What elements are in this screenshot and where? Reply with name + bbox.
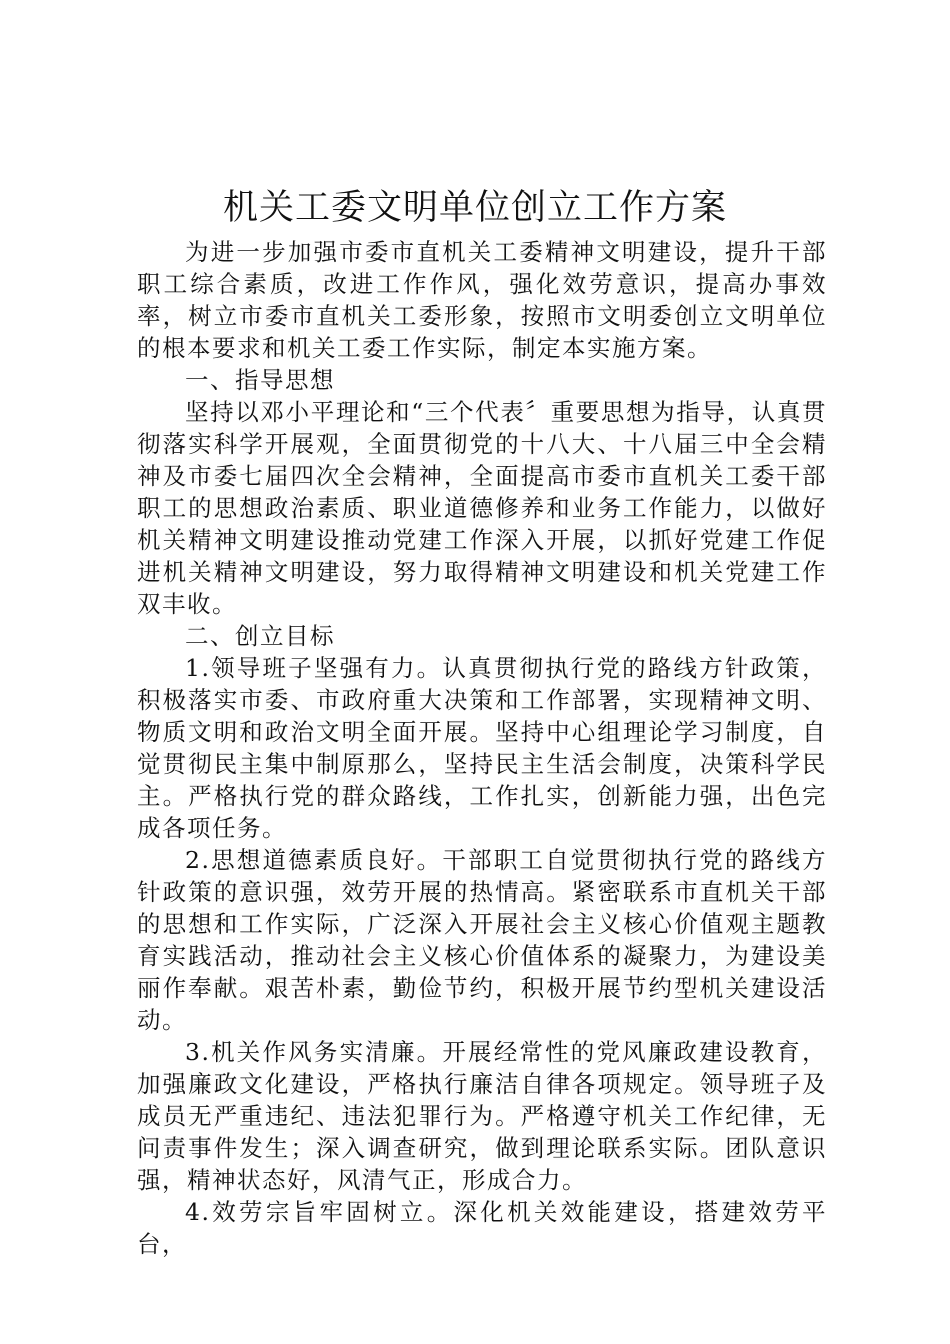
document-body <box>137 236 827 1260</box>
guiding-thought-paragraph: 坚持以邓小平理论和“三个代表〞重要思想为指导，认真贯彻落实科学开展观，全面贯彻党的十八大、十八届三中全会精神及市委七届四次全会精神，全面提高市委市直机关工委干部职工的思想政治素质、职业道德修养和业务工作能力，以做好机关精神文明建设推动党建工作深入开展，以抓好党建工作促进机关精神文明建设，努力取得精神文明建设和机关党建工作双丰收。 <box>137 398 827 618</box>
goal-item-4: 4.效劳宗旨牢固树立。深化机关效能建设，搭建效劳平台， <box>137 1198 827 1258</box>
document-title: 机关工委文明单位创立工作方案 <box>222 188 727 228</box>
goal-item-2: 2.思想道德素质良好。干部职工自觉贯彻执行党的路线方针政策的意识强，效劳开展的热情高。紧密联系市直机关干部的思想和工作实际，广泛深入开展社会主义核心价值观主题教育实践活动，推动社会主义核心价值体系的凝聚力，为建设美丽作奉献。艰苦朴素，勤俭节约，积极开展节约型机关建设活动。 <box>137 846 827 1034</box>
section-heading-guiding-thought: 一、指导思想 <box>185 366 335 394</box>
intro-paragraph: 为进一步加强市委市直机关工委精神文明建设，提升干部职工综合素质，改进工作作风，强化效劳意识，提高办事效率，树立市委市直机关工委形象，按照市文明委创立文明单位的根本要求和机关工委工作实际，制定本实施方案。 <box>137 238 827 362</box>
section-heading-goals: 二、创立目标 <box>185 622 335 650</box>
goal-item-3: 3.机关作风务实清廉。开展经常性的党风廉政建设教育，加强廉政文化建设，严格执行廉洁自律各项规定。领导班子及成员无严重违纪、违法犯罪行为。严格遵守机关工作纪律，无问责事件发生；深入调查研究，做到理论联系实际。团队意识强，精神状态好，风清气正，形成合力。 <box>137 1038 827 1194</box>
goal-item-1: 1.领导班子坚强有力。认真贯彻执行党的路线方针政策，积极落实市委、市政府重大决策和工作部署，实现精神文明、物质文明和政治文明全面开展。坚持中心组理论学习制度，自觉贯彻民主集中制原那么，坚持民主生活会制度，决策科学民主。严格执行党的群众路线，工作扎实，创新能力强，出色完成各项任务。 <box>137 654 827 842</box>
